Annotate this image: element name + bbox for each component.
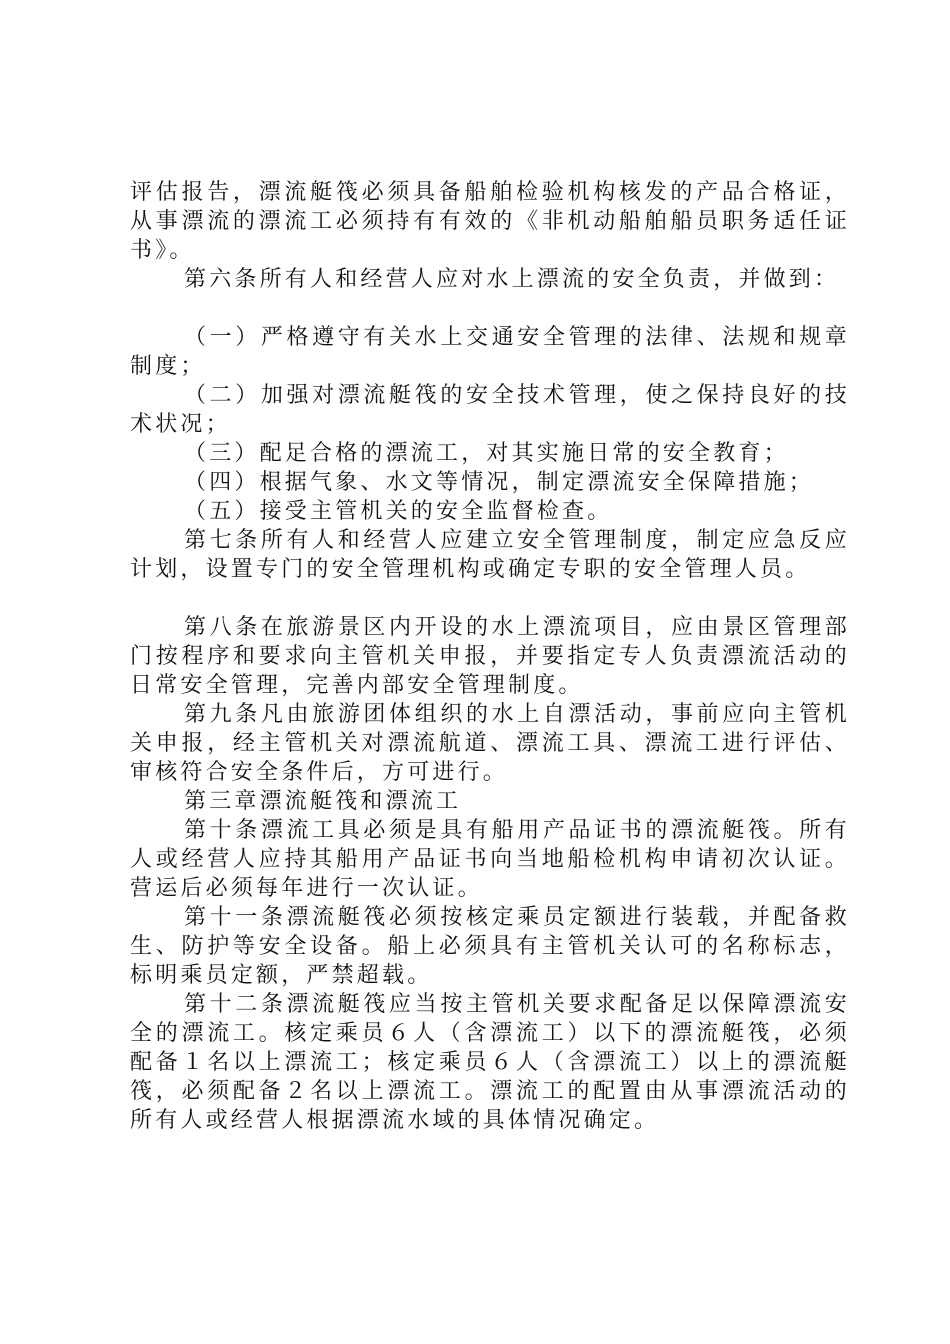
paragraph-article-6-item-4: （四）根据气象、水文等情况，制定漂流安全保障措施； [184, 470, 815, 495]
paragraph-article-10: 第十条漂流工具必须是具有船用产品证书的漂流艇筏。所有人或经营人应持其船用产品证书向当地船检机构申请初次认证。营运后必须每年进行一次认证。 [130, 818, 850, 901]
document-body [130, 178, 850, 1135]
paragraph-article-11: 第十一条漂流艇筏必须按核定乘员定额进行装载，并配备救生、防护等安全设备。船上必须具有主管机关认可的名称标志，标明乘员定额，严禁超载。 [130, 905, 850, 988]
paragraph-article-12: 第十二条漂流艇筏应当按主管机关要求配备足以保障漂流安全的漂流工。核定乘员６人（含漂流工）以下的漂流艇筏，必须配备１名以上漂流工；核定乘员６人（含漂流工）以上的漂流艇筏，必须配备２名以上漂流工。漂流工的配置由从事漂流活动的所有人或经营人根据漂流水域的具体情况确定。 [130, 992, 850, 1133]
chapter-3-heading: 第三章漂流艇筏和漂流工 [184, 789, 462, 814]
paragraph-article-6: 第六条所有人和经营人应对水上漂流的安全负责，并做到： [184, 267, 840, 292]
paragraph-article-6-item-5: （五）接受主管机关的安全监督检查。 [184, 499, 613, 524]
paragraph-article-7: 第七条所有人和经营人应建立安全管理制度，制定应急反应计划，设置专门的安全管理机构或确定专职的安全管理人员。 [130, 528, 850, 582]
paragraph-article-9: 第九条凡由旅游团体组织的水上自漂活动，事前应向主管机关申报，经主管机关对漂流航道、漂流工具、漂流工进行评估、审核符合安全条件后，方可进行。 [130, 702, 850, 785]
paragraph-article-8: 第八条在旅游景区内开设的水上漂流项目，应由景区管理部门按程序和要求向主管机关申报，并要指定专人负责漂流活动的日常安全管理，完善内部安全管理制度。 [130, 615, 850, 698]
paragraph-article-6-item-2: （二）加强对漂流艇筏的安全技术管理，使之保持良好的技术状况； [130, 383, 850, 437]
paragraph-article-6-item-3: （三）配足合格的漂流工，对其实施日常的安全教育； [184, 441, 789, 466]
paragraph-article-6-item-1: （一）严格遵守有关水上交通安全管理的法律、法规和规章制度； [130, 325, 850, 379]
paragraph-assessment-report: 评估报告，漂流艇筏必须具备船舶检验机构核发的产品合格证，从事漂流的漂流工必须持有有效的《非机动船舶船员职务适任证书》。 [130, 180, 850, 263]
